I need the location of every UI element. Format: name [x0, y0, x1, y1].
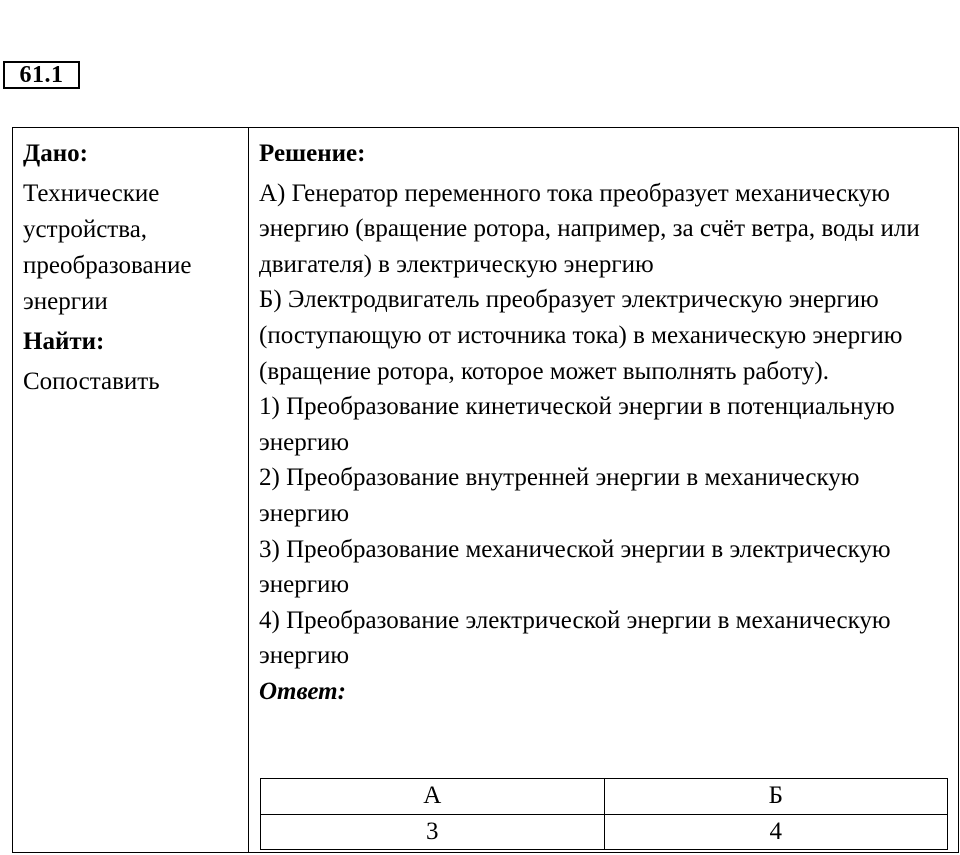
given-text: Технические устройства, преобразование энергии — [23, 180, 192, 315]
answer-header-b: Б — [604, 779, 948, 815]
given-heading: Дано: — [23, 140, 88, 167]
answer-table — [260, 778, 948, 850]
answer-value-row — [261, 814, 948, 850]
answer-header-row — [261, 779, 948, 815]
task-number: 61.1 — [3, 61, 80, 89]
option-4: 4) Преобразование электрической энергии в механическую энергию — [259, 606, 891, 670]
solution-paragraph-a: А) Генератор переменного тока преобразует механическую энергию (вращение ротора, например, за счёт ветра, воды или двигателя) в электрическую энергию — [259, 179, 920, 278]
answer-value-a: 3 — [261, 814, 605, 850]
option-1: 1) Преобразование кинетической энергии в потенциальную энергию — [259, 393, 895, 456]
option-2: 2) Преобразование внутренней энергии в механическую энергию — [259, 464, 860, 527]
solution-column — [259, 136, 949, 710]
column-divider — [248, 128, 249, 852]
solution-heading: Решение: — [259, 140, 366, 167]
answer-label: Ответ: — [259, 677, 346, 705]
option-3: 3) Преобразование механической энергии в электрическую энергию — [259, 535, 891, 599]
given-column — [23, 136, 245, 404]
answer-header-a: А — [261, 779, 605, 815]
solution-table — [12, 127, 959, 853]
answer-value-b: 4 — [604, 814, 948, 850]
find-text: Сопоставить — [23, 368, 160, 395]
find-heading: Найти: — [23, 328, 105, 355]
solution-paragraph-b: Б) Электродвигатель преобразует электрическую энергию (поступающую от источника тока) в механическую энергию (вращение ротора, которое может выполнять работу). — [259, 286, 903, 385]
